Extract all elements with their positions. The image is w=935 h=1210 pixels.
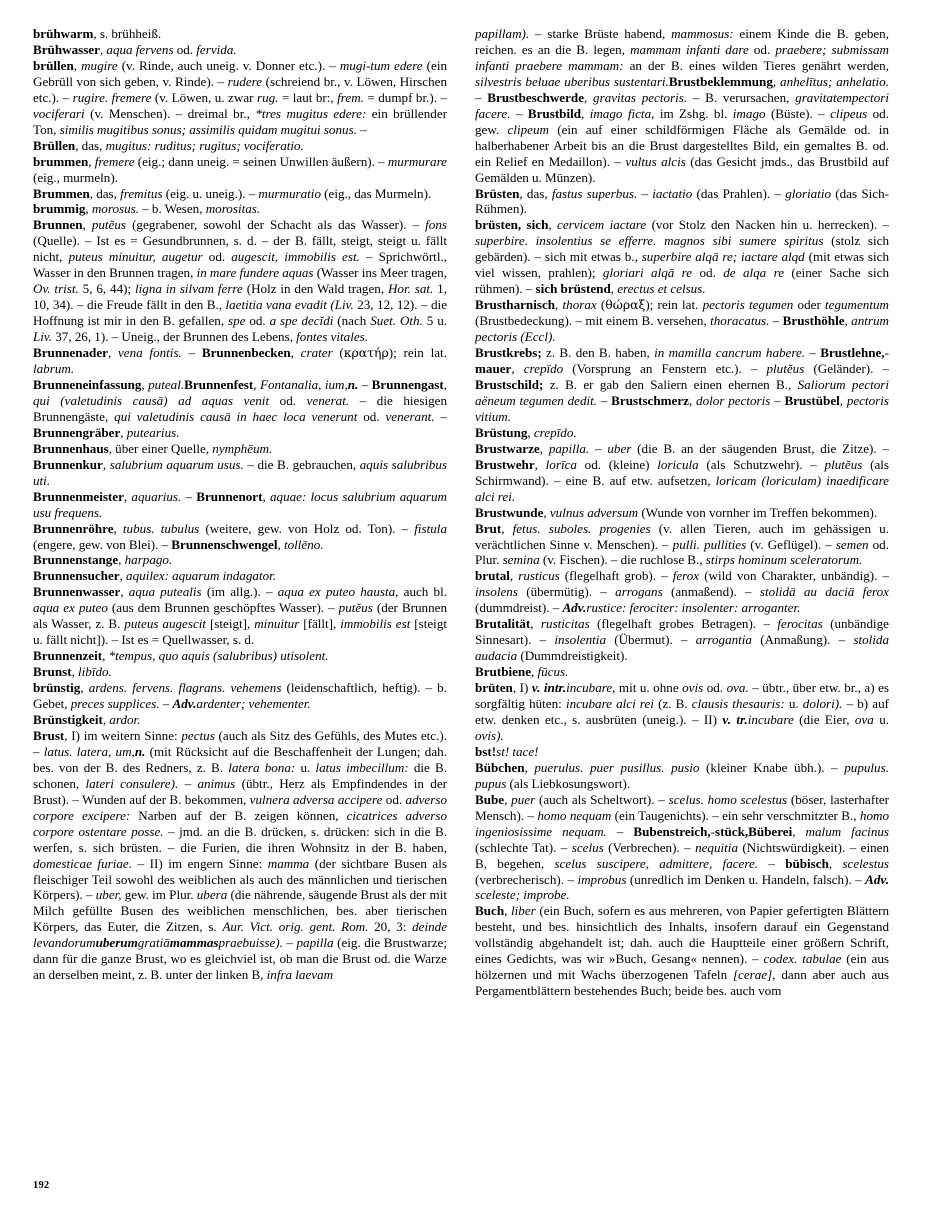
dictionary-entry: Brunnenmeister, aquarius. – Brunnenort, aquae: locus salubrium aquarum usu frequens. (33, 488, 448, 520)
dictionary-entry: Brutbiene, fūcus. (475, 664, 569, 680)
dictionary-entry: brünstig, ardens. fervens. flagrans. vehemens (leidenschaftlich, heftig). – b. Gebet, preces supplices. – Adv.ardenter; vehementer. (33, 680, 448, 712)
dictionary-entry: Brunnenröhre, tubus. tubulus (weitere, gew. von Holz od. Ton). – fistula (engere, gew. von Blei). – Brunnenschwengel, tollēno. (33, 520, 447, 552)
dictionary-entry: brummen, fremere (eig.; dann uneig. = seinen Unwillen äußern). – murmurare (eig., murmeln). (33, 153, 447, 185)
page-columns (33, 26, 905, 1156)
dictionary-entry: Brustkrebs; z. B. den B. haben, in mamilla cancrum habere. – Brustlehne,-mauer, crepīdo (Vorsprung an Fenstern etc.). – plutĕus (Geländer). – Brustschild; z. B. er gab den Saliern einen ehernen B., Saliorum pectori aëneum tegumen dedit. – Brustschmerz, dolor pectoris – Brustübel, pectoris vitium. (475, 345, 890, 424)
dictionary-entry: Brummen, das, fremitus (eig. u. uneig.). – murmuratio (eig., das Murmeln). (33, 185, 432, 201)
dictionary-entry: Brust, I) im weitern Sinne: pectus (auch als Sitz des Gefühls, des Mutes etc.). – latus. latera, um,n. (mit Rücksicht auf die Beschaffenheit der Lungen; dah. bes. von der B. des Redners, z. B. latera bona: u. latus imbecillum: die B. schonen, lateri consulere). – animus (übtr., Herz als Empfindendes in der Brust). – Wunden auf der B. bekommen, vulnera adversa accipere od. adverso corpore excipere: Narben auf der B. zeigen können, cicatrices adverso corpore ostentare posse. – jmd. an die B. drücken, s. drücken: sich in die B. werfen, s. sich brüsten. – die Furien, die ihren Wohnsitz in der B. haben, domesticae furiae. – II) im engern Sinne: mamma (der sichtbare Busen als fleischiger Teil sowohl des weiblichen als auch des männlichen und tierischen Körpers). – uber, gew. im Plur. ubera (die nährende, säugende Brust als der mit Milch gefüllte Busen des weiblichen menschlichen, bes. aber tierischen Körpers, das Euter, die Zitzen, s. Aur. Vict. orig. gent. Rom. 20, 3: deinde levandorumuberumgratiāmammaspraebuisse). – papilla (eig. die Brustwarze; dann für die ganze Brust, wo es gleichviel ist, ob man die Brust od. die Warze an derselben meint, z. B. unter der linken B, infra laevam (33, 727, 448, 983)
right-column (475, 26, 889, 1156)
dictionary-entry: Brunnenkur, salubrium aquarum usus. – die B. gebrauchen, aquis salubribus uti. (33, 456, 447, 488)
dictionary-entry: Brutalität, rusticitas (flegelhaft grobes Betragen). – ferocitas (unbändige Sinnesart). – insolentia (Übermut). – arrogantia (Anmaßung). – stolida audacia (Dummdreistigkeit). (475, 616, 889, 664)
dictionary-entry: Brustwarze, papilla. – uber (die B. an der säugenden Brust, die Zitze). – Brustwehr, lorīca od. (kleine) loricula (als Schutzwehr). – plutĕus (als Schirmwand). – eine B. auf etw. aufsetzen, loricam (loriculam) inaedificare alci rei. (475, 440, 889, 504)
dictionary-entry: Buch, liber (ein Buch, sofern es aus mehreren, von Papier gefertigten Blättern besteht, und bes. hinsichtlich des Inhalts, insofern darauf ein Gegenstand vollständig abgehandelt ist; dah. auch die Hauptteile einer größern Schrift, eines Gedichts, was wir »Buch, Gesang« nennen). – codex. tabulae (ein aus hölzernen und mit Wachs überzogenen Tafeln [cerae], dann aber auch aus Pergamentblättern bestehendes Buch; beide bes. auch vom (475, 903, 889, 999)
dictionary-entry: Brunnenhaus, über einer Quelle, nymphēum. (33, 440, 273, 456)
dictionary-entry: brutal, rusticus (flegelhaft grob). – ferox (wild von Charakter, unbändig). – insolens (übermütig). – arrogans (anmaßend). – stolidā au daciā ferox (dummdreist). – Adv.rustice: ferociter: insolenter: arroganter. (475, 568, 889, 616)
dictionary-entry: papillam). – starke Brüste habend, mammosus: einem Kinde die B. geben, reichen. es an die B. legen, mammam infanti dare od. praebere; submissam infanti praebere mammam: an der B. eines wilden Tieres genährt werden, silvestris beluae uberibus sustentari.Brustbeklemmung, anhelītus; anhelatio. – Brustbeschwerde, gravitas pectoris. – B. verursachen, gravitatempectori facere. – Brustbild, imago ficta, im Zshg. bl. imago (Büste). – clipeus od. gew. clipeum (ein auf einer schildförmigen Fläche als Gemälde od. in halberhabener Arbeit bis an die Brust dargestelltes Bild, ein gemaltes B. od. ein Relief en Medaillon). – vultus alcis (das Gesicht jmds., das Brustbild auf Gemälden u. Münzen). (475, 26, 889, 185)
dictionary-entry: brüllen, mugire (v. Rinde, auch uneig. v. Donner etc.). – mugi-tum edere (ein Gebrüll von sich geben, v. Rinde). – rudere (schreiend br., v. Löwen, Hirschen etc.). – rugire. fremere (v. Löwen, u. zwar rug. = laut br:, frem. = dumpf br.). – vociferari (v. Menschen). – dreimal br., *tres mugitus edere: ein brüllender Ton, similis mugitibus sonus; assimilis quidam mugitui sonus. – (33, 57, 448, 137)
dictionary-entry: Brunnenwasser, aqua putealis (im allg.). – aqua ex puteo hausta, auch bl. aqua ex puteo (aus dem Brunnen geschöpftes Wasser). – putĕus (der Brunnen als Wasser, z. B. puteus augescit [steigt], minuitur [fällt], immobilis est [steigt u. fällt nicht]). – Ist es = Quellwasser, s. d. (33, 584, 448, 648)
dictionary-entry: Brühwasser, aqua fervens od. fervida. (33, 41, 237, 57)
dictionary-entry: Bübchen, puerulus. puer pusillus. pusio (kleiner Knabe übh.). – pupulus. pupus (als Liebkosungswort). (475, 759, 889, 791)
dictionary-entry: Brüsten, das, fastus superbus. – iactatio (das Prahlen). – gloriatio (das Sich-Rühmen). (475, 185, 889, 217)
dictionary-entry: Brüstung, crepīdo. (475, 424, 577, 440)
dictionary-entry: Brustwunde, vulnus adversum (Wunde von vornher im Treffen bekommen). (475, 504, 878, 520)
dictionary-entry: Brünstigkeit, ardor. (33, 711, 141, 727)
dictionary-entry: Brunnenzeit, *tempus, quo aquis (salubribus) utisolent. (33, 648, 329, 664)
dictionary-entry: brüsten, sich, cervicem iactare (vor Stolz den Nacken hin u. herrecken). – superbire. insolentius se efferre. magnos sibi sumere spiritus (stolz sich gebärden). – sich mit etwas b., superbire alqā re; iactare alqd (mit etwas sich viel wissen, prahlen); gloriari alqā re od. de alqa re (einer Sache sich rühmen). – sich brüstend, erectus et celsus. (475, 217, 890, 297)
dictionary-entry: brüten, I) v. intr.incubare, mit u. ohne ovis od. ova. – übtr., über etw. br., a) es sorgfältig hüten: incubare alci rei (z. B. clausis thesauris: u. dolori). – b) auf etw. denken etc., s. ausbrüten (uneig.). – II) v. tr.incubare (die Eier, ova u. ovis). (475, 680, 890, 743)
dictionary-entry: Bube, puer (auch als Scheltwort). – scelus. homo scelestus (böser, lasterhafter Mensch). – homo nequam (ein Taugenichts). – ein sehr verschmitzter B., homo ingeniosissime nequam. – Bubenstreich,-stück,Büberei, malum facinus (schlechte Tat). – scelus (Verbrechen). – nequitia (Nichtswürdigkeit). – einen B, begehen, scelus suscipere, admittere, facere. – bübisch, scelestus (verbrecherisch). – improbus (unredlich im Denken u. Handeln, falsch). – Adv. sceleste; improbe. (475, 791, 890, 903)
left-column (33, 26, 447, 1156)
dictionary-entry: Brunnensucher, aquilex: aquarum indagator. (33, 568, 277, 584)
dictionary-entry: brühwarm, s. brühheiß. (33, 26, 162, 41)
dictionary-entry: Brüllen, das, mugitus: ruditus; rugitus; vociferatio. (33, 137, 304, 153)
dictionary-entry: brummig, morosus. – b. Wesen, morositas. (33, 201, 261, 217)
dictionary-entry: Brunnen, putĕus (gegrabener, sowohl der Schacht als das Wasser). – fons (Quelle). – Ist es = Gesundbrunnen, s. d. – der B. fällt, steigt, steigt u. fällt nicht, puteus minuitur, augetur od. augescit, immobilis est. – Sprichwörtl., Wasser in den Brunnen tragen, in mare fundere aquas (Wasser ins Meer tragen, Ov. trist. 5, 6, 44); ligna in silvam ferre (Holz in den Wald tragen, Hor. sat. 1, 10, 34). – die Freude fällt in den B., laetitia vana evadit (Liv. 23, 12, 12). – die Hoffnung ist mir in den B. gefallen, spe od. a spe decĭdi (nach Suet. Oth. 5 u. Liv. 37, 26, 1). – Uneig., der Brunnen des Lebens, fontes vitales. (33, 217, 448, 345)
dictionary-entry: Brunneneinfassung, puteal.Brunnenfest, Fontanalia, ium,n. – Brunnengast, qui (valetudinis causā) ad aquas venit od. venerat. – die hiesigen Brunnengäste, qui valetudinis causā in haec loca venerunt od. venerant. – Brunnengräber, putearius. (33, 376, 448, 440)
dictionary-entry: Brunst, libīdo. (33, 664, 112, 680)
dictionary-entry: Brunnenader, vena fontis. – Brunnenbecken, crater (κρατήρ); rein lat. labrum. (33, 345, 447, 377)
dictionary-entry: bst!st! tace! (475, 743, 539, 759)
page-number: 192 (33, 1180, 50, 1191)
dictionary-entry: Brut, fetus. suboles. progenies (v. allen Tieren, auch im gehässigen u. verächtlichen Sinne v. Menschen). – pulli. pullities (v. Geflügel). – semen od. Plur. semina (v. Fischen). – die ruchlose B., stirps hominum sceleratorum. (475, 520, 889, 568)
dictionary-entry: Brustharnisch, thorax (θώραξ); rein lat. pectoris tegumen oder tegumentum (Brustbedeckung). – mit einem B. versehen, thoracatus. – Brusthöhle, antrum pectoris (Eccl). (475, 297, 889, 345)
dictionary-entry: Brunnenstange, harpago. (33, 552, 173, 568)
